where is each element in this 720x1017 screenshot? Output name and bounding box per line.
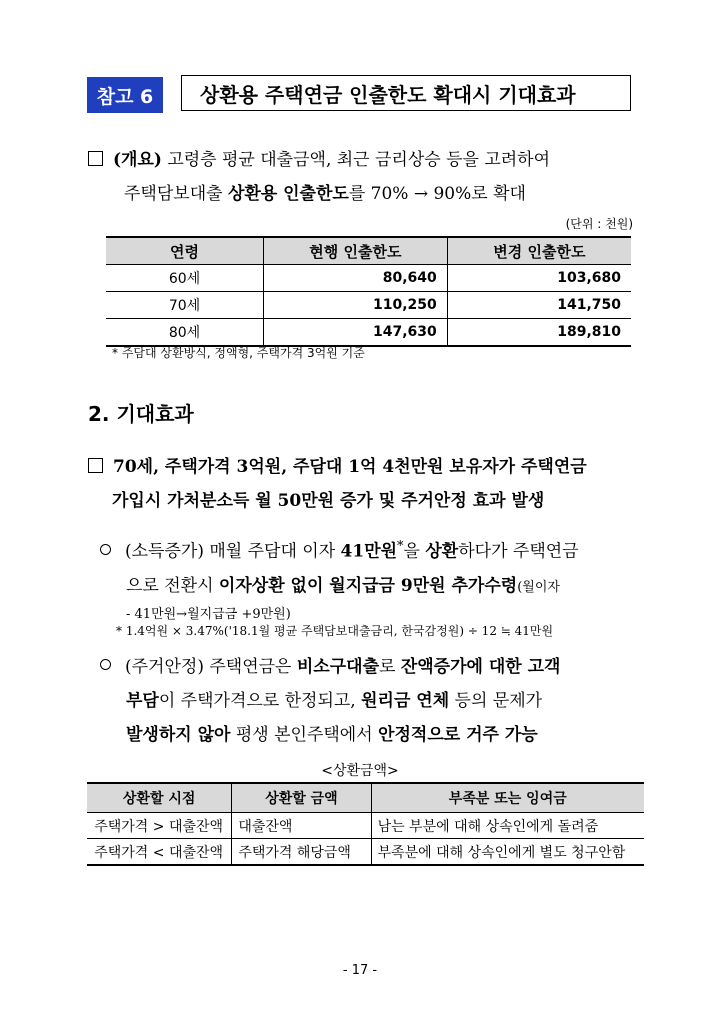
age-cell: 80세 — [106, 319, 264, 347]
age-cell: 60세 — [106, 265, 264, 292]
overview-line2-a: 주택담보대출 — [124, 184, 228, 204]
housing-l2b: 이 주택가격으로 한정되고, — [158, 691, 362, 711]
changed-limit-cell: 189,810 — [447, 319, 631, 347]
overview-line2-b: 상환용 인출한도 — [227, 184, 349, 204]
income-l2c: (월이자 — [517, 579, 560, 595]
repay-table — [87, 782, 644, 866]
square-bullet-icon — [88, 151, 103, 166]
repay-table-caption: <상환금액> — [321, 763, 399, 779]
housing-l1a: (주거안정) 주택연금은 — [125, 657, 297, 677]
current-limit-cell: 80,640 — [264, 265, 448, 292]
income-footnote-mark: * — [397, 539, 404, 554]
overview-paragraph — [88, 143, 550, 211]
repay-col-time: 상환할 시점 — [87, 783, 232, 813]
section-heading: 2. 기대효과 — [88, 402, 194, 426]
limit-col-changed: 변경 인출한도 — [447, 237, 631, 265]
page-title-text: 상환용 주택연금 인출한도 확대시 기대효과 — [200, 82, 576, 107]
housing-l3c: 안정적으로 거주 가능 — [378, 725, 538, 745]
repay-surplus-cell: 부족분에 대해 상속인에게 별도 청구안함 — [371, 839, 644, 866]
income-l3: - 41만원→월지급금 +9만원) — [126, 606, 291, 622]
repay-col-surplus: 부족분 또는 잉여금 — [371, 783, 644, 813]
repay-surplus-cell: 남는 부분에 대해 상속인에게 돌려줌 — [371, 813, 644, 839]
housing-l3a: 발생하지 않아 — [126, 725, 231, 745]
current-limit-cell: 147,630 — [264, 319, 448, 347]
limit-col-age: 연령 — [106, 237, 264, 265]
limit-table — [106, 236, 631, 347]
repay-table-header — [87, 783, 644, 813]
reference-badge: 참고 6 — [87, 77, 163, 113]
income-increase-paragraph — [100, 530, 579, 625]
repay-amount-cell: 주택가격 해당금액 — [232, 839, 371, 866]
effect-summary — [88, 450, 587, 518]
changed-limit-cell: 103,680 — [447, 265, 631, 292]
page-number: - 17 - — [342, 963, 378, 978]
limit-table-header — [106, 237, 631, 265]
housing-l2a: 부담 — [126, 691, 159, 711]
repay-time-cell: 주택가격 > 대출잔액 — [87, 813, 232, 839]
unit-note: (단위 : 천원) — [565, 217, 633, 231]
repay-col-amount: 상환할 금액 — [232, 783, 371, 813]
housing-l1d: 잔액증가에 대한 고객 — [400, 657, 561, 677]
circle-bullet-icon — [100, 544, 111, 555]
overview-line1: 고령층 평균 대출금액, 최근 금리상승 등을 고려하여 — [161, 150, 551, 170]
overview-tag: (개요) — [113, 150, 162, 170]
housing-l1c: 로 — [379, 657, 401, 677]
repay-amount-cell: 대출잔액 — [232, 813, 371, 839]
income-l1c: 을 — [403, 541, 426, 562]
income-footnote: * 1.4억원 × 3.47%('18.1월 평균 주택담보대출금리, 한국감정원) ÷ 12 ≒ 41만원 — [116, 624, 554, 638]
overview-line2-c: 를 70% → 90%로 확대 — [348, 184, 526, 204]
income-l2b: 이자상환 없이 월지급금 9만원 추가수령 — [218, 575, 518, 596]
housing-stability-paragraph — [100, 650, 560, 752]
current-limit-cell: 110,250 — [264, 292, 448, 319]
housing-l3b: 평생 본인주택에서 — [230, 725, 379, 745]
housing-l2d: 등의 문제가 — [449, 691, 543, 711]
age-cell: 70세 — [106, 292, 264, 319]
table-row — [87, 839, 644, 866]
circle-bullet-icon — [100, 659, 111, 670]
effect-line1: 70세, 주택가격 3억원, 주담대 1억 4천만원 보유자가 주택연금 — [113, 457, 587, 477]
table-row — [106, 265, 631, 292]
income-l1a: (소득증가) 매월 주담대 이자 — [125, 541, 341, 562]
repay-time-cell: 주택가격 < 대출잔액 — [87, 839, 232, 866]
income-l1e: 하다가 주택연금 — [458, 541, 579, 562]
page-title — [181, 75, 631, 111]
square-bullet-icon — [88, 458, 103, 473]
table-row — [106, 292, 631, 319]
table-row — [106, 319, 631, 347]
income-l1b: 41만원 — [340, 541, 398, 562]
income-l1d: 상환 — [425, 541, 459, 562]
effect-line2: 가입시 가처분소득 월 50만원 증가 및 주거안정 효과 발생 — [112, 491, 545, 511]
changed-limit-cell: 141,750 — [447, 292, 631, 319]
housing-l1b: 비소구대출 — [296, 657, 379, 677]
table-footnote: * 주담대 상환방식, 정액형, 주택가격 3억원 기준 — [112, 346, 365, 360]
income-l2a: 으로 전환시 — [126, 575, 219, 596]
table-row — [87, 813, 644, 839]
limit-col-current: 현행 인출한도 — [264, 237, 448, 265]
housing-l2c: 원리금 연체 — [361, 691, 450, 711]
